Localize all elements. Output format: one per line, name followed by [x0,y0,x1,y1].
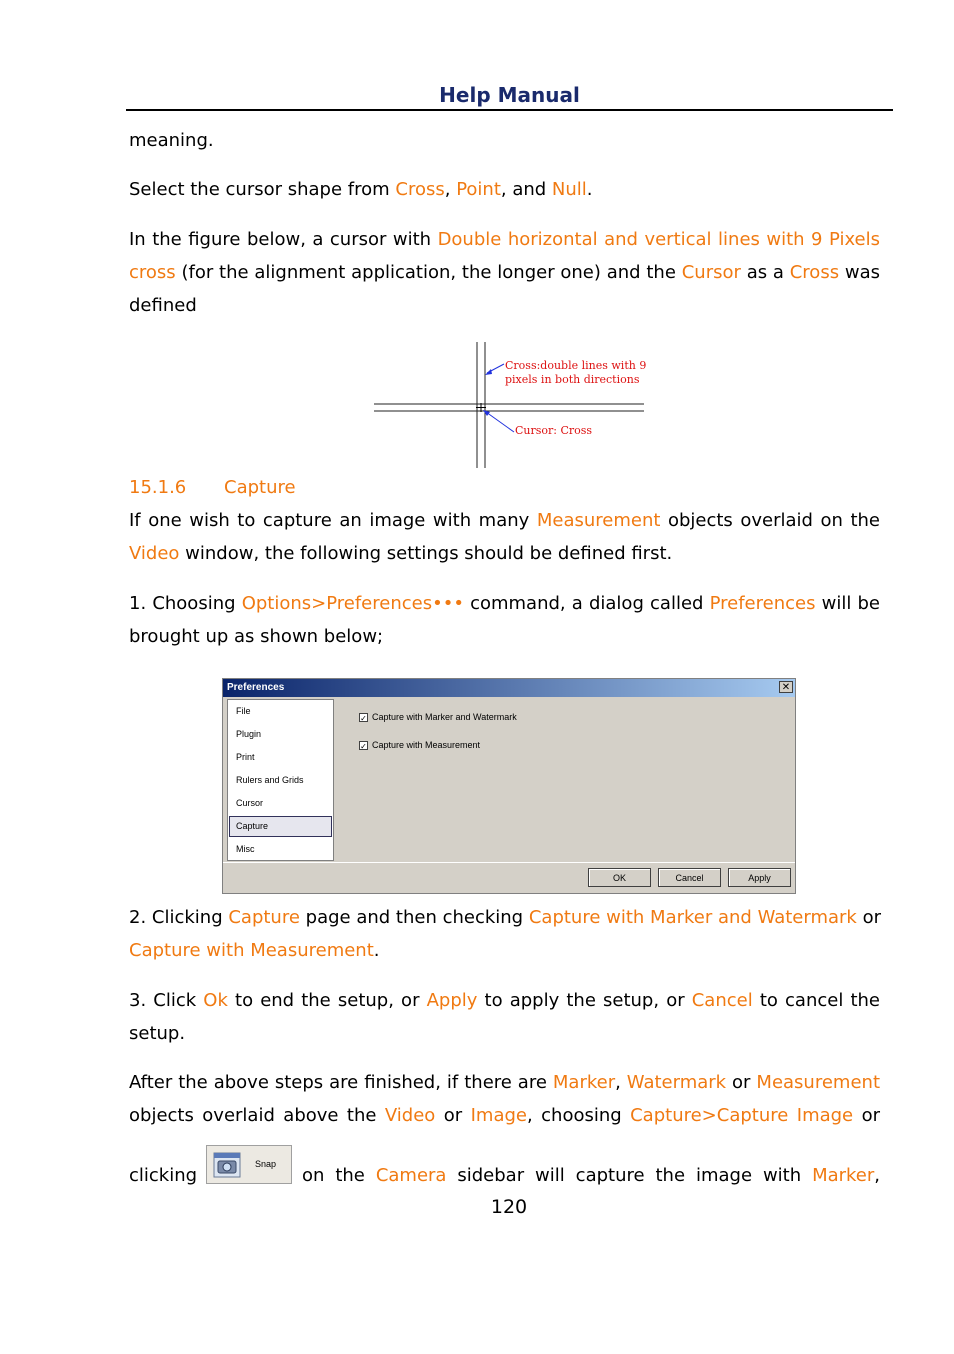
preferences-dialog [222,678,796,894]
category-file[interactable]: File [236,706,251,716]
category-print[interactable]: Print [236,752,255,762]
paragraph-step1-line-1: 1. Choosing Options>Preferences••• command, a dialog called Preferences will be [129,593,880,614]
section-title: Capture [224,477,296,498]
checkbox-capture-marker-watermark[interactable]: ✓ Capture with Marker and Watermark [360,712,517,724]
paragraph-cursor-shape: Select the cursor shape from Cross, Point, and Null. [129,179,593,200]
header-rule [126,109,893,111]
paragraph-step2-line-2: Capture with Measurement. [129,940,380,961]
checkbox-checked-icon[interactable]: ✓ [360,742,367,752]
category-misc[interactable]: Misc [236,844,255,854]
dialog-separator [223,862,795,863]
ok-button[interactable]: OK [588,868,651,887]
category-capture[interactable]: Capture [236,821,269,831]
paragraph-meaning: meaning. [129,130,214,151]
paragraph-step3-line-1: 3. Click Ok to end the setup, or Apply to apply the setup, or Cancel to cancel the [129,990,880,1011]
paragraph-step2-line-1: 2. Clicking Capture page and then checking Capture with Marker and Watermark or [129,907,881,928]
checkbox-checked-icon[interactable]: ✓ [360,714,367,724]
snap-button[interactable] [206,1145,292,1184]
cursor-figure-label-cross: Cross:double lines with 9 pixels in both directions [505,359,647,386]
category-plugin[interactable]: Plugin [236,729,262,739]
cursor-figure-label-cursor: Cursor: Cross [515,424,593,437]
checkbox-capture-measurement[interactable]: ✓ Capture with Measurement [360,740,481,752]
paragraph-after-line-1: After the above steps are finished, if there are Marker, Watermark or Measurement [129,1072,880,1093]
snap-label: Snap [255,1159,277,1169]
page-number: 120 [490,1196,528,1218]
cancel-button[interactable]: Cancel [658,868,721,887]
paragraph-step3-line-2: setup. [129,1023,186,1044]
page-header-title: Help Manual [439,83,580,107]
paragraph-figure-line-2: cross (for the alignment application, the longer one) and the Cursor as a Cross was [129,262,881,283]
paragraph-figure-line-1: In the figure below, a cursor with Double horizontal and vertical lines with 9 Pixels [129,229,880,250]
category-cursor[interactable]: Cursor [236,798,264,808]
section-number: 15.1.6 [129,477,187,498]
apply-button[interactable]: Apply [728,868,791,887]
category-rulers-and-grids[interactable]: Rulers and Grids [236,775,304,785]
preferences-category-list [227,699,334,861]
paragraph-after-line-3-end: on the Camera sidebar will capture the image with Marker, [302,1165,881,1186]
dialog-title: Preferences [223,679,795,697]
paragraph-after-line-3-start: clicking [129,1165,198,1186]
close-icon[interactable]: ✕ [779,681,793,693]
paragraph-step1-line-2: brought up as shown below; [129,626,384,647]
paragraph-capture-line-2: Video window, the following settings should be defined first. [129,543,673,564]
paragraph-figure-line-3: defined [129,295,197,316]
paragraph-after-line-2: objects overlaid above the Video or Image, choosing Capture>Capture Image or [129,1105,880,1126]
paragraph-capture-line-1: If one wish to capture an image with many Measurement objects overlaid on the [129,510,881,531]
camera-icon [213,1152,241,1178]
